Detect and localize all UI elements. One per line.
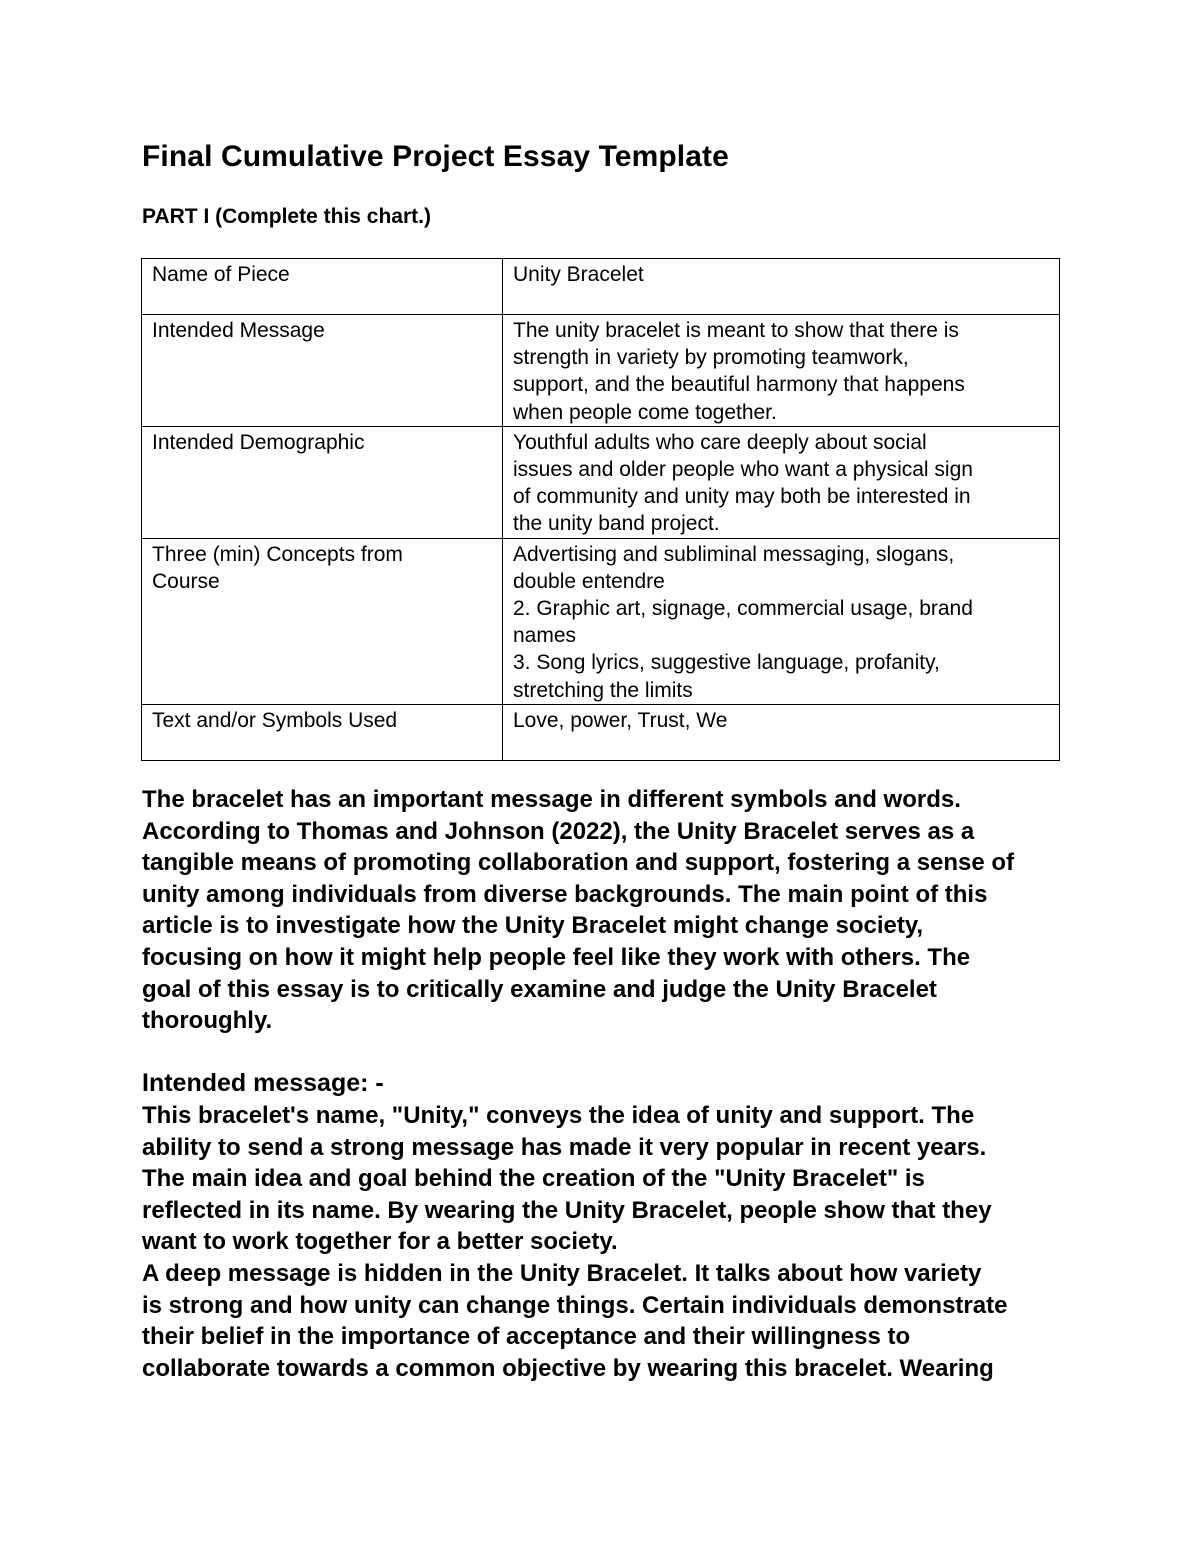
chart-label-line: Course	[152, 569, 220, 593]
paragraph-spacer	[142, 1037, 1082, 1069]
chart-value-line: 2. Graphic art, signage, commercial usage, brand	[513, 597, 973, 621]
chart-value-cell	[503, 315, 1060, 427]
chart-label-cell	[142, 259, 503, 315]
chart-label-line: Intended Message	[152, 319, 325, 342]
chart-value-cell	[503, 538, 1060, 704]
essay-intro-line: unity among individuals from diverse backgrounds. The main point of this	[142, 880, 988, 908]
chart-value-line: Love, power, Trust, We	[513, 708, 728, 732]
chart-label-line: Text and/or Symbols Used	[152, 708, 398, 732]
chart-value-cell	[503, 426, 1060, 538]
chart-value-line: double entendre	[513, 569, 665, 593]
project-chart-table	[141, 258, 1060, 761]
essay-message-line: The main idea and goal behind the creation of the "Unity Bracelet" is	[142, 1165, 925, 1193]
essay-message-line: is strong and how unity can change things. Certain individuals demonstrate	[142, 1291, 1008, 1319]
chart-value-line: strength in variety by promoting teamwork,	[513, 346, 909, 370]
chart-row-intended-message	[142, 315, 1060, 427]
chart-label-line: Three (min) Concepts from	[152, 542, 403, 566]
intended-message-heading: Intended message: -	[142, 1069, 384, 1098]
chart-value-cell	[503, 259, 1060, 315]
chart-value-line: the unity band project.	[513, 512, 720, 536]
document-title: Final Cumulative Project Essay Template	[142, 140, 729, 173]
essay-message-line: collaborate towards a common objective by wearing this bracelet. Wearing	[142, 1354, 994, 1382]
essay-intro-line: tangible means of promoting collaboration and support, fostering a sense of	[142, 849, 1015, 877]
essay-intro-line: According to Thomas and Johnson (2022), the Unity Bracelet serves as a	[142, 817, 975, 845]
chart-label-line: Name of Piece	[152, 263, 290, 286]
chart-row-concepts	[142, 538, 1060, 704]
essay-message-line: their belief in the importance of acceptance and their willingness to	[142, 1323, 911, 1351]
essay-message-line: ability to send a strong message has made it very popular in recent years.	[142, 1133, 987, 1161]
chart-value-line: when people come together.	[513, 400, 777, 424]
essay-intro-line: article is to investigate how the Unity Bracelet might change society,	[142, 912, 924, 940]
essay-message-line: reflected in its name. By wearing the Unity Bracelet, people show that they	[142, 1196, 992, 1224]
chart-value-line: stretching the limits	[513, 678, 693, 702]
essay-intro-line: goal of this essay is to critically examine and judge the Unity Bracelet	[142, 975, 937, 1003]
chart-value-line: Youthful adults who care deeply about social	[513, 430, 927, 454]
chart-value-line: The unity bracelet is meant to show that there is	[513, 319, 959, 342]
chart-label-cell	[142, 538, 503, 704]
essay-message-line: A deep message is hidden in the Unity Bracelet. It talks about how variety	[142, 1259, 982, 1287]
chart-row-name-of-piece	[142, 259, 1060, 315]
part-heading: PART I (Complete this chart.)	[142, 205, 431, 228]
chart-value-cell	[503, 704, 1060, 760]
chart-value-line: issues and older people who want a physical sign	[513, 458, 973, 482]
essay-message-line: want to work together for a better society.	[142, 1228, 618, 1256]
chart-value-line: support, and the beautiful harmony that happens	[513, 373, 965, 397]
chart-value-line: of community and unity may both be interested in	[513, 485, 971, 509]
chart-value-line: 3. Song lyrics, suggestive language, profanity,	[513, 651, 940, 675]
essay-intro-line: focusing on how it might help people feel like they work with others. The	[142, 943, 971, 971]
essay-body	[142, 784, 1082, 1384]
chart-value-line: Unity Bracelet	[513, 263, 644, 286]
essay-message-line: This bracelet's name, "Unity," conveys the idea of unity and support. The	[142, 1101, 975, 1129]
chart-value-line: Advertising and subliminal messaging, slogans,	[513, 542, 955, 566]
chart-row-intended-demographic	[142, 426, 1060, 538]
chart-label-cell	[142, 704, 503, 760]
essay-intro-line: The bracelet has an important message in different symbols and words.	[142, 786, 961, 813]
essay-intro-line: thoroughly.	[142, 1007, 273, 1035]
chart-label-cell	[142, 315, 503, 427]
chart-value-line: names	[513, 624, 577, 648]
chart-label-line: Intended Demographic	[152, 430, 365, 454]
chart-label-cell	[142, 426, 503, 538]
chart-row-text-symbols	[142, 704, 1060, 760]
